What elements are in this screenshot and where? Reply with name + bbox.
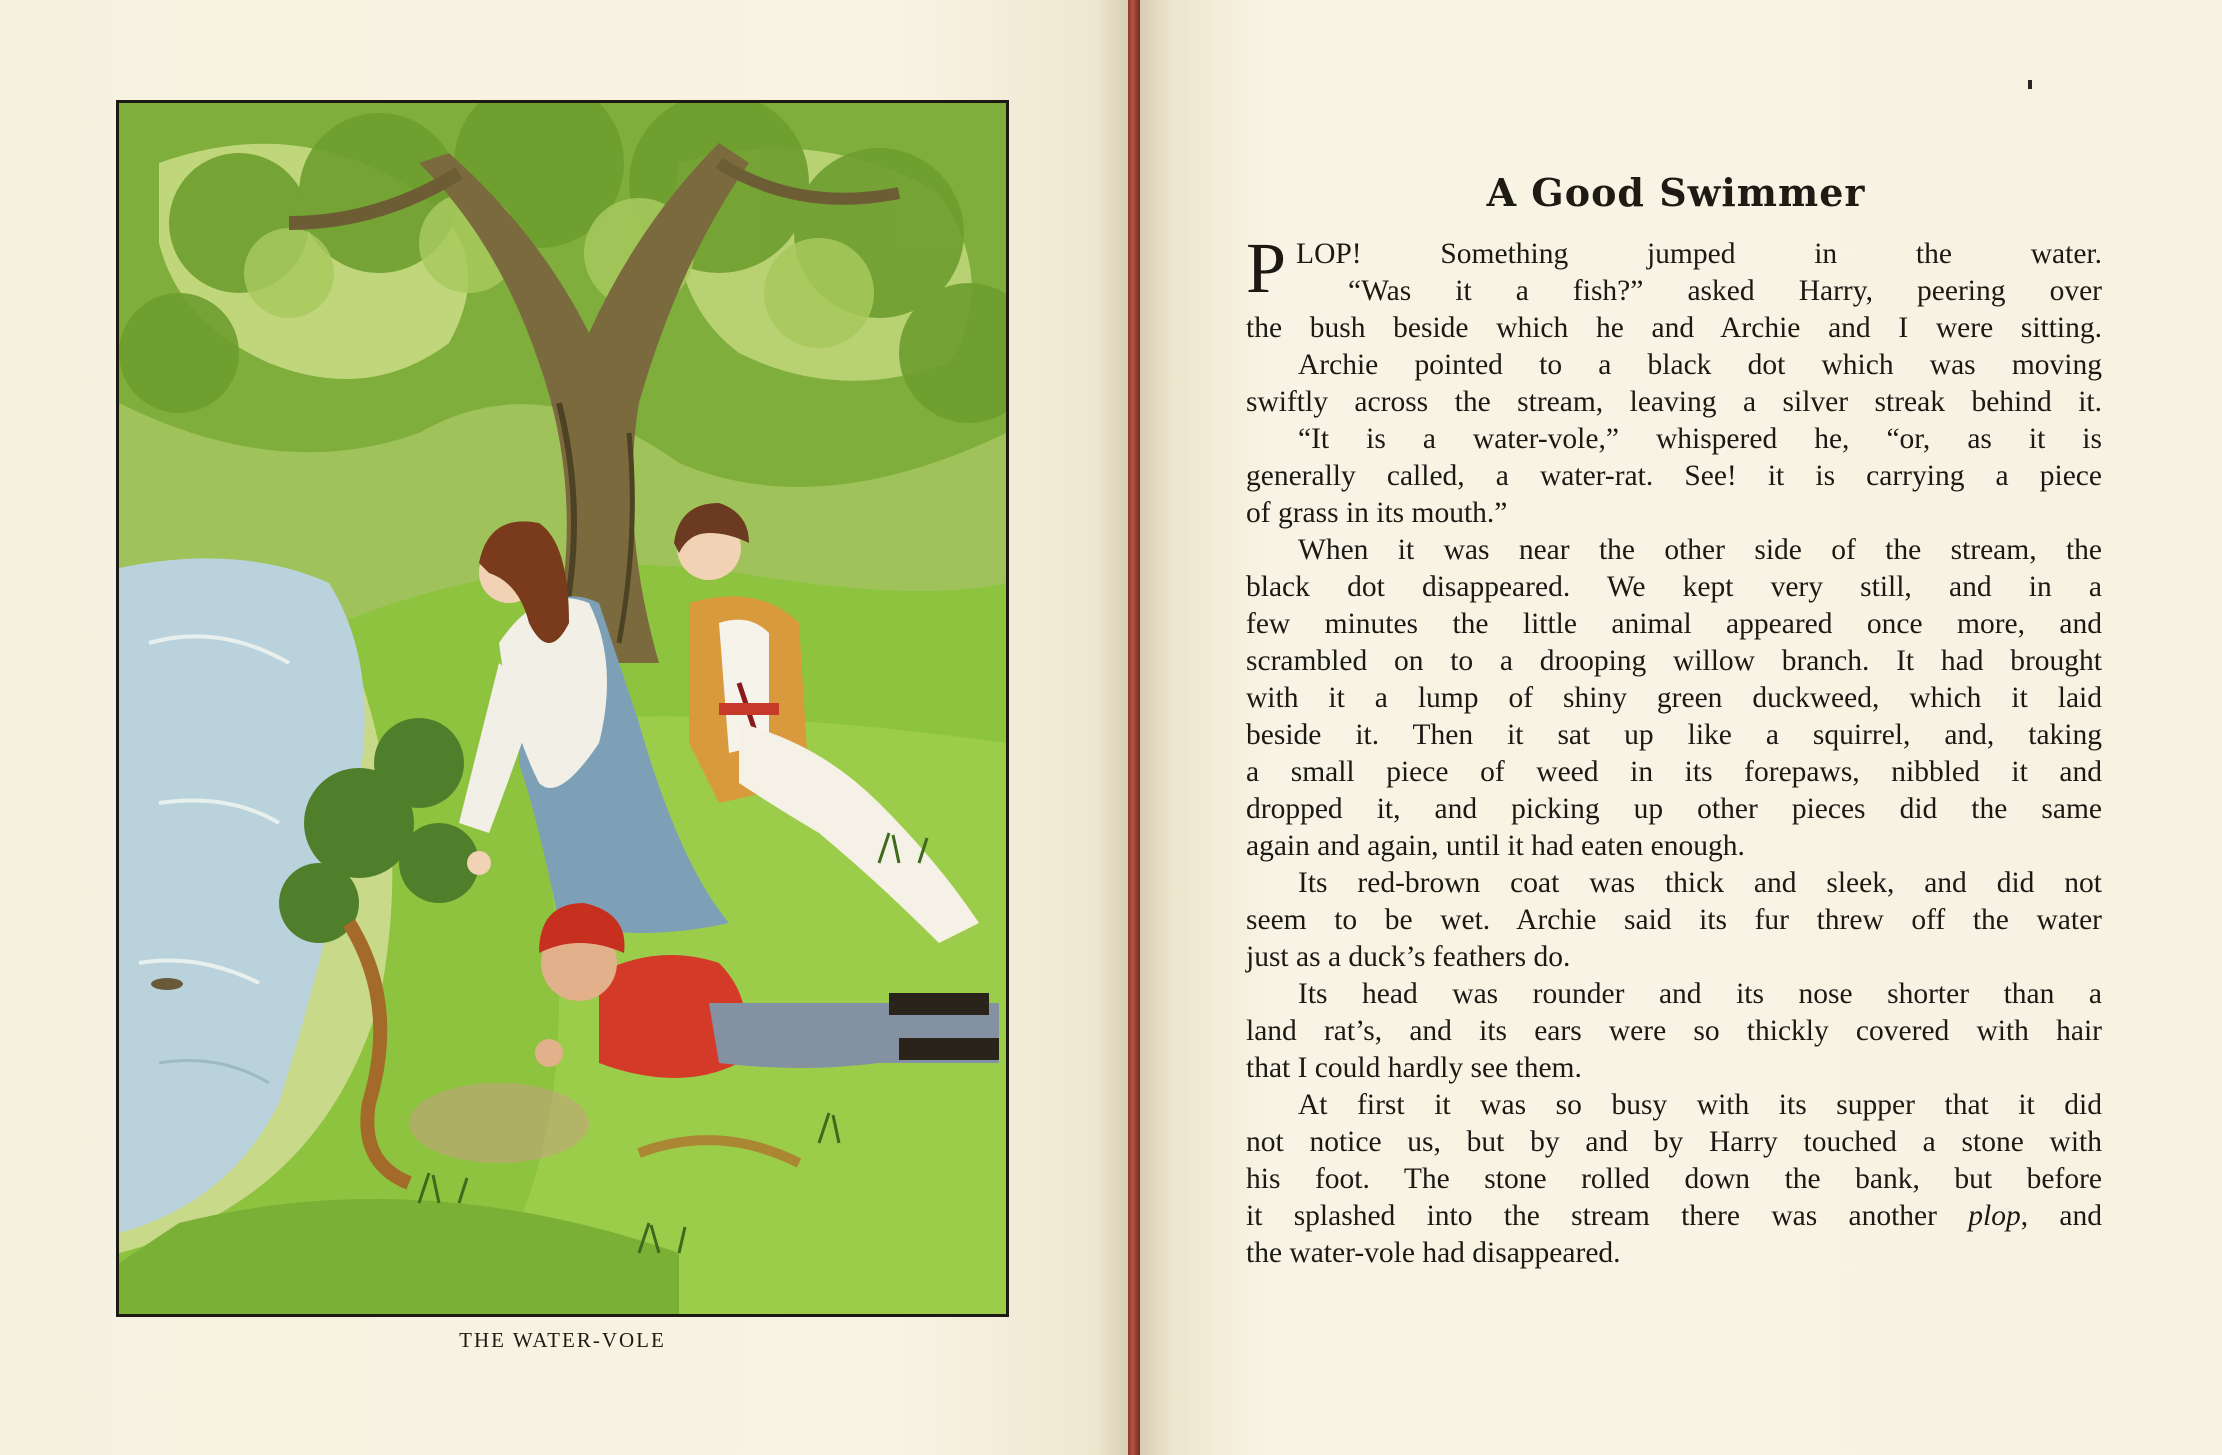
- text-line: scrambled on to a drooping willow branch. It had brought: [1246, 645, 2102, 677]
- paragraph-1: [1246, 228, 2102, 310]
- plate-caption: THE WATER-VOLE: [459, 1328, 666, 1352]
- text-line: not notice us, but by and by Harry touched a stone with: [1246, 1126, 2102, 1158]
- text-line: dropped it, and picking up other pieces did the same: [1246, 793, 2102, 825]
- page-mark: [2028, 80, 2032, 89]
- text-line: a small piece of weed in its forepaws, nibbled it and: [1246, 756, 2102, 788]
- text-line: Its head was rounder and its nose shorter than a: [1298, 978, 2102, 1010]
- text-line: few minutes the little animal appeared once more, and: [1246, 608, 2102, 640]
- water-vole-illustration: [119, 103, 1006, 1314]
- text-line: his foot. The stone rolled down the bank, but before: [1246, 1163, 2102, 1195]
- text-line: that I could hardly see them.: [1246, 1052, 1582, 1084]
- text-line: beside it. Then it sat up like a squirrel, and, taking: [1246, 719, 2102, 751]
- text-line: seem to be wet. Archie said its fur threw off the water: [1246, 904, 2102, 936]
- story-text: [1246, 228, 2103, 1272]
- text-line: Archie pointed to a black dot which was moving: [1298, 349, 2102, 381]
- text-line: “It is a water-vole,” whispered he, “or, as it is: [1298, 423, 2102, 455]
- text-line: it splashed into the stream there was another: [1246, 1200, 1969, 1232]
- italic-word: plop: [1968, 1200, 2021, 1232]
- text-line: , and: [2020, 1200, 2103, 1232]
- text-line: LOP! Something jumped in the water.: [1296, 238, 2102, 270]
- text-line: land rat’s, and its ears were so thickly covered with hair: [1246, 1015, 2102, 1047]
- text-line: Its red-brown coat was thick and sleek, and did not: [1298, 867, 2102, 899]
- text-line: “Was it a fish?” asked Harry, peering over: [1348, 275, 2102, 307]
- text-line: generally called, a water-rat. See! it is carrying a piece: [1246, 460, 2102, 492]
- text-line: When it was near the other side of the stream, the: [1298, 534, 2102, 566]
- text-line: black dot disappeared. We kept very still, and in a: [1246, 571, 2102, 603]
- text-line: At first it was so busy with its supper that it did: [1298, 1089, 2102, 1121]
- text-line: the water-vole had disappeared.: [1246, 1237, 1621, 1269]
- text-line: of grass in its mouth.”: [1246, 497, 1508, 529]
- text-line: swiftly across the stream, leaving a silver streak behind it.: [1246, 386, 2102, 418]
- text-line-with-italic: [1246, 1198, 2102, 1235]
- book-spine: [1128, 0, 1140, 1455]
- text-line: the bush beside which he and Archie and I were sitting.: [1246, 312, 2102, 344]
- text-line: again and again, until it had eaten enough.: [1246, 830, 1745, 862]
- drop-cap: P: [1246, 228, 1287, 308]
- text-line: just as a duck’s feathers do.: [1246, 941, 1571, 973]
- text-line: with it a lump of shiny green duckweed, which it laid: [1246, 682, 2102, 714]
- illustration-plate: [116, 100, 1009, 1317]
- story-title: A Good Swimmer: [1486, 170, 1866, 215]
